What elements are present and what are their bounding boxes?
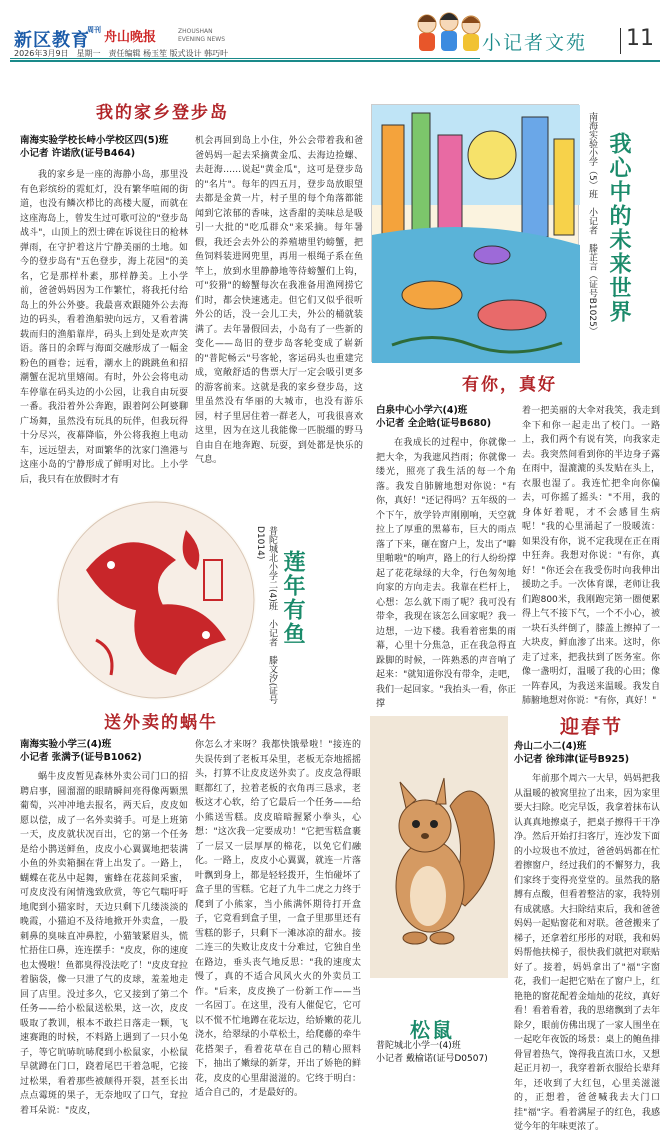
article-title-future-world: 我心中的未来世界	[606, 132, 632, 324]
body-text: 着一把美丽的大伞对我笑，我走到伞下和你一起走出了校门。一路上，我们两个有说有笑，向我家走去。我突然间看到你的半边身子露在雨中，湿漉漉的头发贴在头上，衣服也湿了。我连忙把伞向你偏去，可你摇了摇头："不用，我的身体好着呢，才不会感冒生病呢！"我的心里涌起了一股暖流：如果没有你，说不定我现在正在雨中狂奔。我想对你说："有你，真好！"你还会在我受伤时向我伸出援助之手。一次体育课，老师让我们跑800米，我刚跑完第一圈便累得上气不接下气，一个不小心，被一块石头绊倒了，膝盖上擦掉了一大块皮，鲜血渗了出来。这时，你走了过来，把我扶到了医务室。你像一盏明灯，温暖了我的心田；像一阵春风，为我送来温暖。我发自肺腑地想对你说："有你，真好！"	[522, 406, 660, 706]
body-text: 我的家乡是一座的海静小岛，那里没有色彩缤纷的霓虹灯，没有繁华喧闹的街道，也没有鳞次栉比的高楼大厦，而就在这座海岛上，曾发生过可歌可泣的"登步岛战斗"，山顶上的烈士碑在诉说往日的枪林弹雨，在守护着这片宁静美丽的土地。如今的登步岛有"五色登步，海上花园"的美名，它是那样朴素，那样静美。上小学前，爸爸妈妈因为工作繁忙，将我托付给岛上的外公外婆。我最喜欢跟随外公去海边的码头，看着渔船驶向远方，又看着满载而归的渔船靠岸，码头上到处是欢声笑语。落日的余晖与海面交融形成了一幅金粉色的画卷；远看，潮水上的跳跳鱼和招潮蟹在泥坑里嬉闹。有时，外公会将电动车停靠在码头边的小公园，让我自由玩耍一番。我沿着外公奔跑，跟着阿公阿婆聊广场舞，虽然没有玩具的玩伴，但我玩得十分尽兴，夜幕降临，外公将我抱上电动车，远远望去，对面繁华的沈家门渔港与这座小岛的宁静形成了鲜明对比。上小学后，我只有在放假时才有	[20, 170, 188, 485]
article-body-snail-col1	[20, 770, 188, 1116]
article-title-lotus-fish: 莲年有鱼	[280, 550, 306, 646]
article-title-squirrel: 松鼠	[410, 1018, 454, 1042]
lotus-fish-papercut	[56, 500, 256, 700]
newspaper-logo: 舟山晚报	[104, 30, 157, 45]
article-title-spring-festival: 迎春节	[560, 716, 624, 738]
masthead	[0, 0, 669, 60]
lotus-fish-artwork	[56, 500, 256, 700]
byline-school: 南海实验小学三(4)班	[20, 739, 112, 750]
body-text: 在我成长的过程中，你就像一把大伞，为我遮风挡雨；你就像一缕光，照亮了我生活的每一个角落。我发自肺腑地想对你说："有你，真好！"还记得吗？五年级的一个下午，放学铃声刚刚响，天空就拉上了厚重的黑幕布，巨大的雨点落了下来，砸在窗户上，发出了"噼里啪啦"的响声，路上的行人纷纷撑起了花花绿绿的大伞，行色匆匆地向家的方向走去。我靠在栏杆上，心想：怎么就下雨了呢？我可没有带伞，我现在该怎么回家呢？我一边想，一边下楼。我看着密集的雨幕，心里十分焦急，正在我急得直跺脚的时候，一阵熟悉的声音响了起来："就知道你没有带伞，走吧，我们一起回家。"我抬头一看，你正撑	[376, 438, 516, 709]
byline-school: 普陀城北小学一(4)班	[376, 1041, 461, 1051]
article-byline-hometown	[20, 134, 190, 160]
byline-school: 舟山二小二(4)班	[514, 741, 587, 752]
future-world-artwork	[372, 105, 580, 363]
byline-reporter: 小记者 许诺欣(证号B464)	[20, 148, 136, 159]
squirrel-artwork	[370, 716, 508, 978]
article-body-spring-festival	[514, 772, 660, 1132]
byline-reporter: 小记者 全企晗(证号B680)	[376, 418, 492, 429]
body-text: 蜗牛皮皮暂见森林外卖公司门口的招聘启事，圆溜溜的眼睛瞬间亮得像两颗黑葡萄，兴冲冲地去报名，两天后，皮皮如愿以偿，成了一名外卖骑手。可是上班第一天，皮皮就状况百出，它的第一个任务是给小鹊送鲜鱼，皮皮小心翼翼地把装满小鱼的外卖箱捆在背上出发了。一路上，蝴蝶在花丛中起舞，蜜蜂在花蕊间采蜜，可皮皮没有闲情逸致欣赏，等它气喘吁吁地爬到小猫家时，天边只剩下几缕淡淡的晚霞，小猫迫不及待地掀开外卖盒，一股刺鼻的臭味直冲鼻腔，小猫皱紧眉头，慌忙捂住口鼻，连连摆手："皮皮，你的速度也太慢啦！鱼都臭得没法吃了！"皮皮耷拉着脑袋，像一只泄了气的皮球，羞羞地走回了店里。没过多久，它又接到了第二个任务——给小松鼠送松果，这一次，皮皮吸取了教训，根本不敢拦日落走一颗，飞速赛跑的时候，不料路上遇到了一只小兔子，等它吭哧吭哧爬到小松鼠家，小松鼠早就蹲在门口，跷着尾巴干着急呢，它接过松果，看着那些被颠得开裂，甚至长出点点霉斑的果子，无奈地叹了口气，耷拉着耳朵说："皮皮，	[20, 772, 188, 1116]
body-text: 年前那个周六一大早，妈妈把我从温暖的被窝里拉了出来，因为家里要大扫除。吃完早饭，我拿着抹布认认真真地擦桌子，把桌子擦得干干净净。然后开始打扫客厅，连沙发下面的小垃圾也不放过，爸爸妈妈都在忙着擦窗户，经过我们的不懈努力，我们家终于变得亮堂堂的。虽然我的胳膊有点酸，但看着整洁的家，我特别有成就感。大扫除结束后，我和爸爸妈妈一起贴窗花和对联。爸爸搬来了梯子，还拿着红彤彤的对联，我和妈妈帮他扶梯子，很快我们就把对联贴好了。接着，妈妈拿出了"福"字窗花，我们一起把它贴在了窗户上，红艳艳的窗花配着金灿灿的花纹，真好看！看着看着，我的思绪飘到了去年除夕，眼前仿佛出现了一家人围坐在一起吃年夜饭的场景：桌上的鲍鱼排骨冒着热气，馋得我直流口水，又想起正月初一，我穿着新衣服给长辈拜年，还收到了大红包，心里美滋滋的，正想着，爸爸喊我去大门口挂"福"字。看着满屋子的红色，我感觉今年的年味更浓了。	[514, 774, 660, 1132]
article-body-hometown-col2	[195, 134, 363, 496]
squirrel-drawing	[370, 716, 508, 978]
masthead-date-info: 2026年3月9日 星期一 责任编辑 杨玉笙 版式设计 韩巧叶	[14, 49, 229, 58]
article-byline-lotus-fish: 普陀城北小学二(4)班 小记者 滕文汐(证号D1014)	[255, 526, 277, 705]
byline-reporter: 小记者 张满予(证号B1062)	[20, 752, 142, 763]
article-byline-squirrel	[376, 1040, 516, 1066]
masthead-separator	[620, 28, 621, 54]
byline-school: 南海实验学校长峙小学校区四(5)班	[20, 135, 169, 146]
newspaper-logo-en: ZHOUSHAN EVENING NEWS	[178, 28, 226, 43]
article-title-snail: 送外卖的蜗牛	[104, 713, 218, 733]
future-world-drawing	[371, 104, 579, 362]
article-body-hometown-col1	[20, 168, 188, 496]
byline-school: 白泉中心小学六(4)班	[376, 405, 468, 416]
article-body-snail-col2	[195, 738, 361, 1106]
kids-illustration	[415, 2, 485, 54]
article-title-with-you: 有你，真好	[462, 375, 557, 395]
page-number: 11	[626, 26, 654, 51]
body-text: 你怎么才来呀？我都快饿晕啦！"接连的失误传到了老板耳朵里，老板无奈地摇摇头，打算不让皮皮送外卖了。皮皮急得眼眶都红了，拉着老板的衣角再三恳求，老板这才心软，给了它最后一个任务——给小熊送雪糕。皮皮暗暗握紧小拳头，心想："这次我一定要成功！"它把雪糕盒裹了一层又一层厚厚的棉花，以免它们融化。一路上，皮皮小心翼翼，就连一片落叶飘到身上，都是轻轻拨开，生怕碰坏了盒子里的雪糕。它赶了九牛二虎之力终于爬到了小熊家，当小熊满怀期待打开盒子，它竟看到盒子里，一盒子里那里还有雪糕的影子，只剩下一滩冰凉的甜水。接二连三的失败让皮皮十分难过，它独自坐在路边，垂头丧气地反思："我的速度太慢了，真的不适合风风火火的外卖员工作。"后来，皮皮换了一份新工作——当一名园丁。在这里，没有人催促它，它可以不慌不忙地蹲在花坛边，给娇嫩的花儿浇水，给翠绿的小草松土，给爬藤的牵牛花搭架子，看着花草在自己的精心照料下，抽出了嫩绿的新芽，开出了娇艳的鲜花，皮皮的心里甜滋滋的。它终于明白：适合自己的，才是最好的。	[195, 740, 361, 1098]
byline-reporter: 小记者 徐玮津(证号B925)	[514, 754, 630, 765]
article-byline-snail	[20, 738, 190, 764]
masthead-rule-thin	[10, 58, 480, 59]
article-byline-spring-festival	[514, 740, 664, 766]
article-byline-with-you	[376, 404, 526, 430]
body-text: 机会再回到岛上小住，外公会带着我和爸爸妈妈一起去采摘黄金瓜、去海边捡螺、去赶海……说起"黄金瓜"，这可是登步岛的"名片"。每年的四五月，登步岛放眼望去都是金黄一片，村子里的每个角落都能闻到它浓郁的香味，这香甜的美味总是吸引一大批的"吃瓜群众"来采摘。每年暑假，我还会去外公的养殖塘里钓螃蟹，把鱼饲料装进网兜里，再用一根绳子系在鱼竿上，放到水里静静地等待螃蟹们上钩，可"狡猾"的螃蟹每次在我准备用渔网捞它们时，都会快速逃走。但它们又似乎很听外公的话，没一会儿工夫，外公的桶就装满了。去年暑假回去，小岛有了一些新的变化——岛旧的登步岛客轮变成了崭新的"普陀畅云"号客轮，客运码头也重建完成，宽敞舒适的售票大厅一定会吸引更多的游客前来。这就是我的家乡登步岛，这里虽然没有华丽的大城市，也没有游乐园，村子里居住着一群老人，可我很喜欢这里，因为在这儿我能像一匹脱缰的野马自由自在地奔跑、玩耍，到处都是快乐的气息。	[195, 136, 363, 465]
masthead-title: 新区教育	[14, 30, 90, 51]
masthead-zhoukan: 周刊	[87, 26, 101, 34]
article-body-with-you-col2	[522, 404, 660, 706]
article-byline-future-world: 南海实验小学（5）班 小记者 滕芷言（证号B1025）	[587, 112, 597, 336]
masthead-rule	[10, 60, 660, 62]
article-title-hometown: 我的家乡登步岛	[96, 103, 229, 123]
byline-reporter: 小记者 戴榆诺(证号D0507)	[376, 1054, 488, 1064]
article-body-with-you-col1	[376, 436, 516, 709]
section-name: 小记者文苑	[482, 32, 588, 54]
